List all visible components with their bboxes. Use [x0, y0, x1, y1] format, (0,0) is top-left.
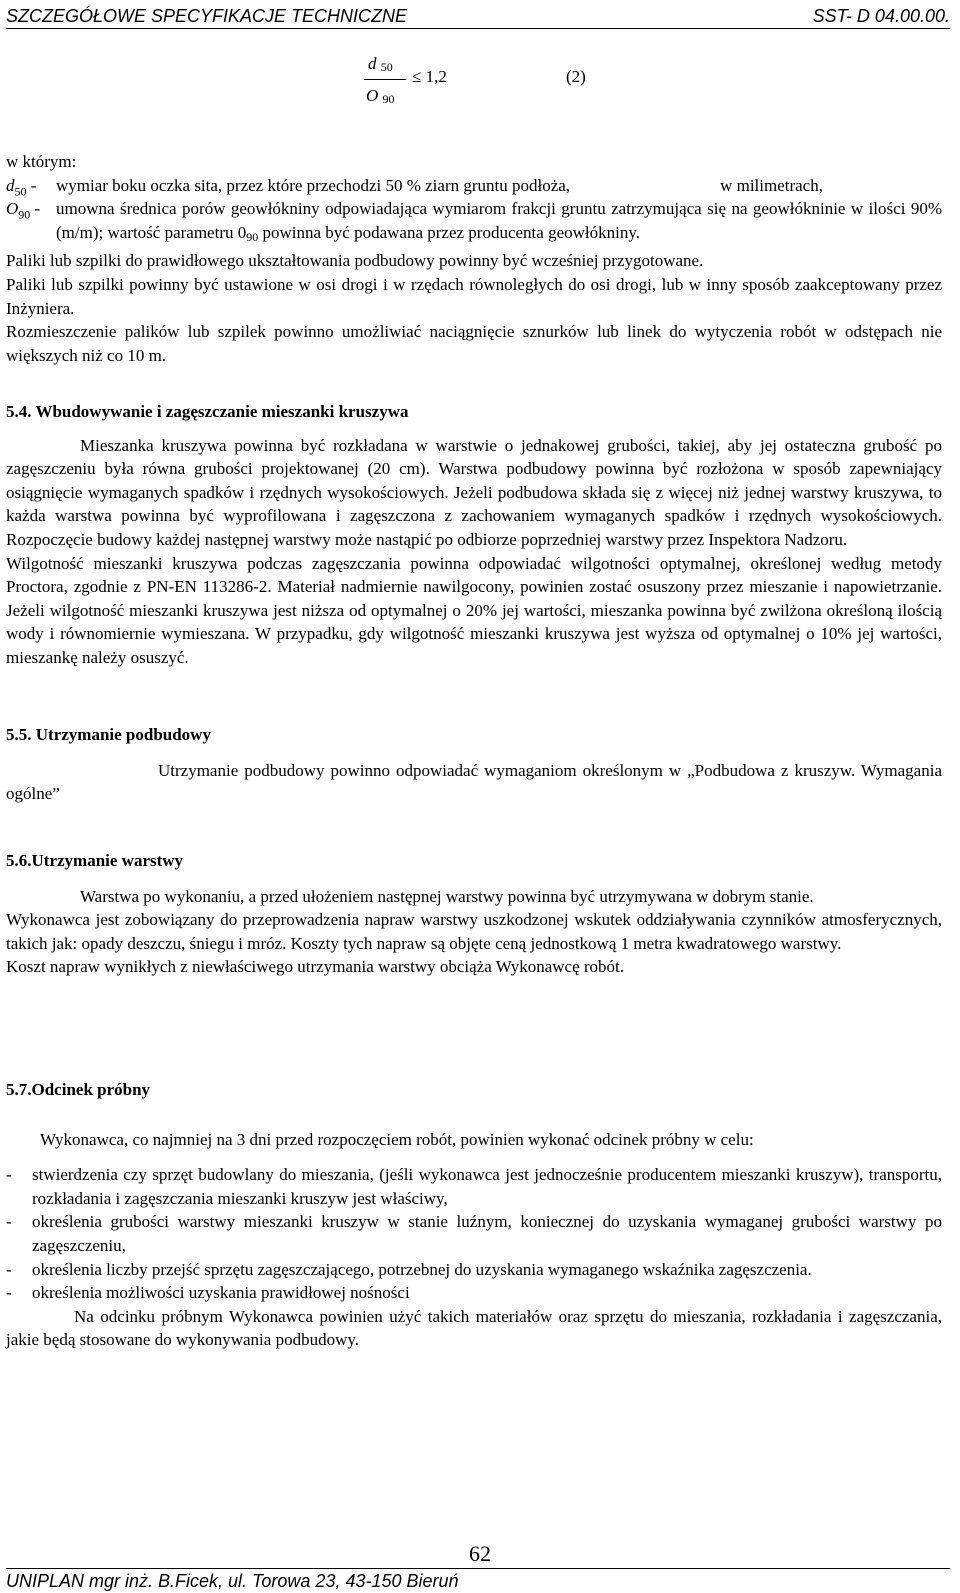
page-header — [6, 4, 950, 29]
paragraph: Utrzymanie podbudowy powinno odpowiadać wymaganiom określonym w „Podbudowa z kruszyw. Wymagania ogólne” — [6, 760, 942, 804]
formula-2 — [360, 50, 620, 120]
section-heading: 5.5. Utrzymanie podbudowy — [6, 725, 211, 744]
paragraph: Paliki lub szpilki do prawidłowego ukształtowania podbudowy powinny być wcześniej przygotowane. — [6, 251, 704, 271]
paragraph: Paliki lub szpilki powinny być ustawione w osi drogi i w rzędach równoległych do osi drogi, lub w inny sposób zaakceptowany przez Inżyniera. — [6, 274, 942, 318]
footer-address: UNIPLAN mgr inż. B.Ficek, ul. Torowa 23, 43-150 Bieruń — [6, 1571, 459, 1591]
header-title: SZCZEGÓŁOWE SPECYFIKACJE TECHNICZNE — [6, 6, 408, 26]
formula-relation: ≤ 1,2 — [412, 67, 447, 86]
paragraph: Warstwa po wykonaniu, a przed ułożeniem następnej warstwy powinna być utrzymywana w dobrym stanie. — [80, 886, 814, 906]
section-5-5 — [6, 723, 942, 806]
fraction-bar — [364, 79, 406, 80]
section-heading: 5.4. Wbudowywanie i zagęszczanie mieszanki kruszywa — [6, 402, 409, 421]
paragraph: Wykonawca, co najmniej na 3 dni przed rozpoczęciem robót, powinien wykonać odcinek próbny w celu: — [40, 1129, 754, 1149]
definition-d50: $d_{50}$ - wymiar boku oczka sita, przez które przechodzi 50 % ziarn gruntu podłoża, w milimetrach, — [6, 175, 823, 198]
definitions-intro: w którym: — [6, 152, 77, 171]
list-item: - stwierdzenia czy sprzęt budowlany do mieszania, (jeśli wykonawca jest jednocześnie producentem mieszanki kruszyw), transportu, rozkładania i zagęszczania mieszanki kruszyw jest właściwy, — [6, 1165, 942, 1208]
list-item: - określenia możliwości uzyskania prawidłowej nośności — [6, 1283, 410, 1303]
section-heading: 5.6.Utrzymanie warstwy — [6, 851, 184, 870]
section-5-4 — [6, 400, 942, 670]
section-5-7 — [6, 1078, 942, 1352]
paragraph: Rozmieszczenie palików lub szpilek powinno umożliwiać naciągnięcie sznurków lub linek do wytyczenia robót w odstępach nie większych niż co 10 m. — [6, 322, 942, 365]
paragraph: Koszt napraw wynikłych z niewłaściwego utrzymania warstwy obciąża Wykonawcę robót. — [6, 957, 625, 977]
page-footer — [6, 1568, 950, 1593]
list-item: - określenia liczby przejść sprzętu zagęszczającego, potrzebnej do uzyskania wymaganego wskaźnika zagęszczenia. — [6, 1259, 812, 1279]
equation-number: (2) — [566, 67, 586, 86]
section-5-6 — [6, 849, 942, 979]
header-code: SST- D 04.00.00. — [812, 6, 950, 26]
section-heading: 5.7.Odcinek próbny — [6, 1080, 151, 1099]
list-item: - określenia grubości warstwy mieszanki kruszyw w stanie luźnym, koniecznej do uzyskania wymaganej grubości warstwy po zagęszczeniu, — [6, 1212, 942, 1255]
paragraph: Mieszanka kruszywa powinna być rozkładana w warstwie o jednakowej grubości, takiej, aby jej ostateczna grubość po zagęszczeniu była równa grubości projektowanej (20 cm). Warstwa podbudowy powinna być rozłożona w sposób zapewniający osiągnięcie wymaganych spadków i rzędnych wysokościowych. Jeżeli podbudowa składa się z więcej niż jednej warstwy kruszywa, to każda warstwa powinna być wyprofilowana i zagęszczona z zachowaniem wymaganych spadków i rzędnych wysokościowych. Rozpoczęcie budowy każdej następnej warstwy może nastąpić po odbiorze poprzedniej warstwy przez Inspektora Nadzoru. — [6, 435, 942, 549]
page-number: 62 — [469, 1541, 491, 1566]
definition-o90: $O_{90}$ - umowna średnica porów geowłókniny odpowiadająca wymiarom frakcji gruntu zatrzymująca się na geowłókninie w ilości 90% (m/m); wartość parametru 090 powinna być podawana przez producenta geowłókniny. — [6, 199, 942, 244]
formula-numerator: d $_{50}$ — [368, 54, 393, 74]
definitions-block — [6, 150, 942, 367]
paragraph: Wilgotność mieszanki kruszywa podczas zagęszczania powinna odpowiadać wilgotności optymalnej, określonej według metody Proctora, zgodnie z PN-EN 113286-2. Materiał nadmiernie nawilgocony, powinien zostać osuszony przez mieszanie i napowietrzanie. Jeżeli wilgotność mieszanki kruszywa jest niższa od optymalnej o 20% jej wartości, mieszanka powinna być zwilżona określoną ilością wody i równomiernie wymieszana. W przypadku, gdy wilgotność mieszanki kruszywa jest wyższa od optymalnej o 10% jej wartości, mieszankę należy osuszyć. — [6, 553, 942, 667]
formula-denominator: O $_{90}$ — [366, 86, 395, 106]
paragraph: Na odcinku próbnym Wykonawca powinien użyć takich materiałów oraz sprzętu do mieszania, rozkładania i zagęszczania, jakie będą stosowane do wykonywania podbudowy. — [6, 1306, 942, 1350]
paragraph: Wykonawca jest zobowiązany do przeprowadzenia napraw warstwy uszkodzonej wskutek oddziaływania czynników atmosferycznych, takich jak: opady deszczu, śniegu i mróz. Koszty tych napraw są objęte ceną jednostkową 1 metra kwadratowego warstwy. — [6, 910, 942, 953]
